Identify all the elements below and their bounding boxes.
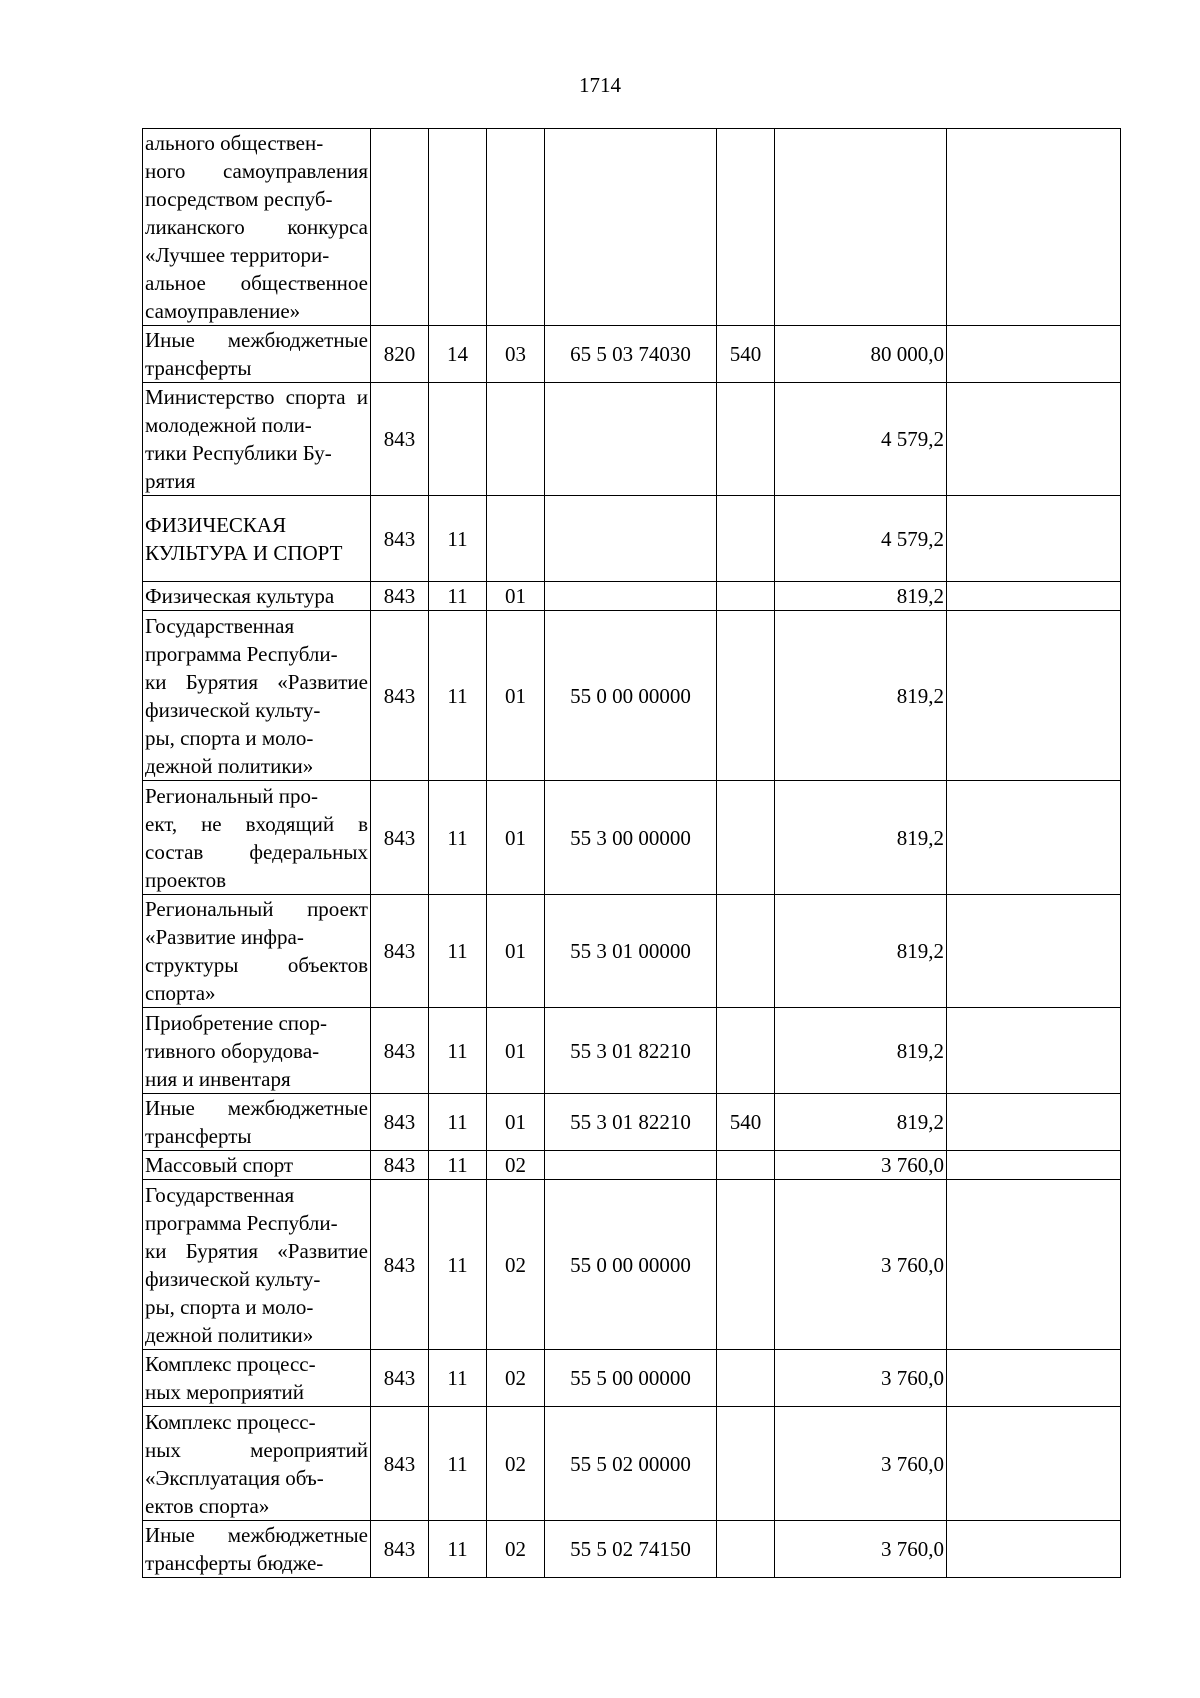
row-extra (947, 611, 1121, 781)
row-expense-type (717, 895, 775, 1008)
row-subsection: 01 (487, 1094, 545, 1151)
row-expense-type (717, 1151, 775, 1180)
table-row (143, 496, 1121, 582)
row-sum: 819,2 (775, 1094, 947, 1151)
row-target-article: 55 5 00 00000 (545, 1350, 717, 1407)
row-sum: 819,2 (775, 1008, 947, 1094)
row-name: Комплекс процесс- ных мероприятий (143, 1350, 371, 1407)
table-row (143, 781, 1121, 895)
row-section: 11 (429, 781, 487, 895)
row-subsection: 01 (487, 781, 545, 895)
row-sum: 80 000,0 (775, 326, 947, 383)
row-name: Государственная программа Республи- ки Бурятия «Развитие физической культу- ры, спорта и моло- дежной политики» (143, 1180, 371, 1350)
row-subsection: 03 (487, 326, 545, 383)
row-section: 11 (429, 1151, 487, 1180)
row-sum: 3 760,0 (775, 1180, 947, 1350)
row-target-article (545, 129, 717, 326)
row-grbs: 843 (371, 1008, 429, 1094)
row-name: Иные межбюджетные трансферты (143, 1094, 371, 1151)
row-extra (947, 1008, 1121, 1094)
row-target-article: 65 5 03 74030 (545, 326, 717, 383)
row-sum: 3 760,0 (775, 1151, 947, 1180)
row-section: 11 (429, 582, 487, 611)
row-subsection (487, 383, 545, 496)
row-target-article: 55 3 01 82210 (545, 1008, 717, 1094)
row-extra (947, 1180, 1121, 1350)
row-name: ального обществен- ного самоуправления посредством респуб- ликанского конкурса «Лучшее территори- альное общественное самоуправление» (143, 129, 371, 326)
table-row (143, 383, 1121, 496)
table-row (143, 582, 1121, 611)
row-name: Физическая культура (143, 582, 371, 611)
row-sum: 819,2 (775, 895, 947, 1008)
budget-table-body (143, 129, 1121, 1578)
row-extra (947, 326, 1121, 383)
row-target-article (545, 1151, 717, 1180)
row-sum: 819,2 (775, 582, 947, 611)
row-sum: 4 579,2 (775, 496, 947, 582)
row-name: Приобретение спор- тивного оборудова- ния и инвентаря (143, 1008, 371, 1094)
row-name: Региональный про- ект, не входящий в состав федеральных проектов (143, 781, 371, 895)
row-grbs: 843 (371, 1094, 429, 1151)
row-grbs (371, 129, 429, 326)
row-extra (947, 1521, 1121, 1578)
row-subsection: 01 (487, 1008, 545, 1094)
row-subsection (487, 496, 545, 582)
row-sum: 3 760,0 (775, 1521, 947, 1578)
row-extra (947, 1094, 1121, 1151)
row-expense-type (717, 1521, 775, 1578)
row-extra (947, 129, 1121, 326)
row-name: Массовый спорт (143, 1151, 371, 1180)
row-section: 14 (429, 326, 487, 383)
row-grbs: 843 (371, 1521, 429, 1578)
table-row (143, 1350, 1121, 1407)
row-grbs: 843 (371, 1407, 429, 1521)
row-name: Региональный проект «Развитие инфра- структуры объектов спорта» (143, 895, 371, 1008)
row-target-article (545, 496, 717, 582)
table-row (143, 129, 1121, 326)
row-section: 11 (429, 1008, 487, 1094)
row-target-article (545, 383, 717, 496)
row-expense-type (717, 781, 775, 895)
row-subsection: 01 (487, 895, 545, 1008)
budget-table (142, 128, 1121, 1578)
row-grbs: 820 (371, 326, 429, 383)
table-row (143, 611, 1121, 781)
row-expense-type (717, 1350, 775, 1407)
row-target-article: 55 5 02 00000 (545, 1407, 717, 1521)
row-sum: 3 760,0 (775, 1350, 947, 1407)
row-section: 11 (429, 1094, 487, 1151)
row-target-article: 55 5 02 74150 (545, 1521, 717, 1578)
row-target-article: 55 3 01 82210 (545, 1094, 717, 1151)
row-name: Иные межбюджетные трансферты (143, 326, 371, 383)
table-row (143, 326, 1121, 383)
row-name: Комплекс процесс- ных мероприятий «Эксплуатация объ- ектов спорта» (143, 1407, 371, 1521)
table-row (143, 1094, 1121, 1151)
table-row (143, 895, 1121, 1008)
row-grbs: 843 (371, 1350, 429, 1407)
row-section: 11 (429, 1350, 487, 1407)
row-name: ФИЗИЧЕСКАЯ КУЛЬТУРА И СПОРТ (143, 496, 371, 582)
row-name: Иные межбюджетные трансферты бюдже- (143, 1521, 371, 1578)
row-subsection: 01 (487, 611, 545, 781)
row-subsection (487, 129, 545, 326)
row-sum: 3 760,0 (775, 1407, 947, 1521)
row-extra (947, 895, 1121, 1008)
row-extra (947, 582, 1121, 611)
row-subsection: 02 (487, 1180, 545, 1350)
row-section: 11 (429, 1407, 487, 1521)
row-grbs: 843 (371, 781, 429, 895)
row-target-article: 55 3 00 00000 (545, 781, 717, 895)
table-row (143, 1521, 1121, 1578)
row-sum: 819,2 (775, 611, 947, 781)
row-expense-type (717, 383, 775, 496)
row-section: 11 (429, 611, 487, 781)
row-target-article: 55 0 00 00000 (545, 1180, 717, 1350)
table-row (143, 1407, 1121, 1521)
row-subsection: 02 (487, 1407, 545, 1521)
row-sum (775, 129, 947, 326)
row-subsection: 01 (487, 582, 545, 611)
row-subsection: 02 (487, 1521, 545, 1578)
row-target-article (545, 582, 717, 611)
row-expense-type (717, 1180, 775, 1350)
row-section (429, 129, 487, 326)
row-sum: 819,2 (775, 781, 947, 895)
table-row (143, 1151, 1121, 1180)
row-expense-type (717, 1407, 775, 1521)
row-grbs: 843 (371, 383, 429, 496)
row-expense-type (717, 129, 775, 326)
row-expense-type: 540 (717, 1094, 775, 1151)
row-grbs: 843 (371, 895, 429, 1008)
row-extra (947, 1407, 1121, 1521)
row-expense-type (717, 611, 775, 781)
row-expense-type (717, 496, 775, 582)
row-expense-type (717, 582, 775, 611)
row-target-article: 55 0 00 00000 (545, 611, 717, 781)
row-target-article: 55 3 01 00000 (545, 895, 717, 1008)
row-grbs: 843 (371, 611, 429, 781)
row-extra (947, 1151, 1121, 1180)
row-extra (947, 496, 1121, 582)
row-section (429, 383, 487, 496)
row-grbs: 843 (371, 582, 429, 611)
row-expense-type: 540 (717, 326, 775, 383)
table-row (143, 1180, 1121, 1350)
row-subsection: 02 (487, 1151, 545, 1180)
row-extra (947, 383, 1121, 496)
row-expense-type (717, 1008, 775, 1094)
row-section: 11 (429, 1521, 487, 1578)
page-number: 1714 (579, 73, 621, 97)
row-extra (947, 781, 1121, 895)
row-section: 11 (429, 895, 487, 1008)
row-grbs: 843 (371, 496, 429, 582)
row-section: 11 (429, 1180, 487, 1350)
row-extra (947, 1350, 1121, 1407)
row-name: Государственная программа Республи- ки Бурятия «Развитие физической культу- ры, спорта и моло- дежной политики» (143, 611, 371, 781)
row-subsection: 02 (487, 1350, 545, 1407)
table-row (143, 1008, 1121, 1094)
row-sum: 4 579,2 (775, 383, 947, 496)
row-grbs: 843 (371, 1151, 429, 1180)
row-grbs: 843 (371, 1180, 429, 1350)
row-section: 11 (429, 496, 487, 582)
row-name: Министерство спорта и молодежной поли- тики Республики Бу- рятия (143, 383, 371, 496)
